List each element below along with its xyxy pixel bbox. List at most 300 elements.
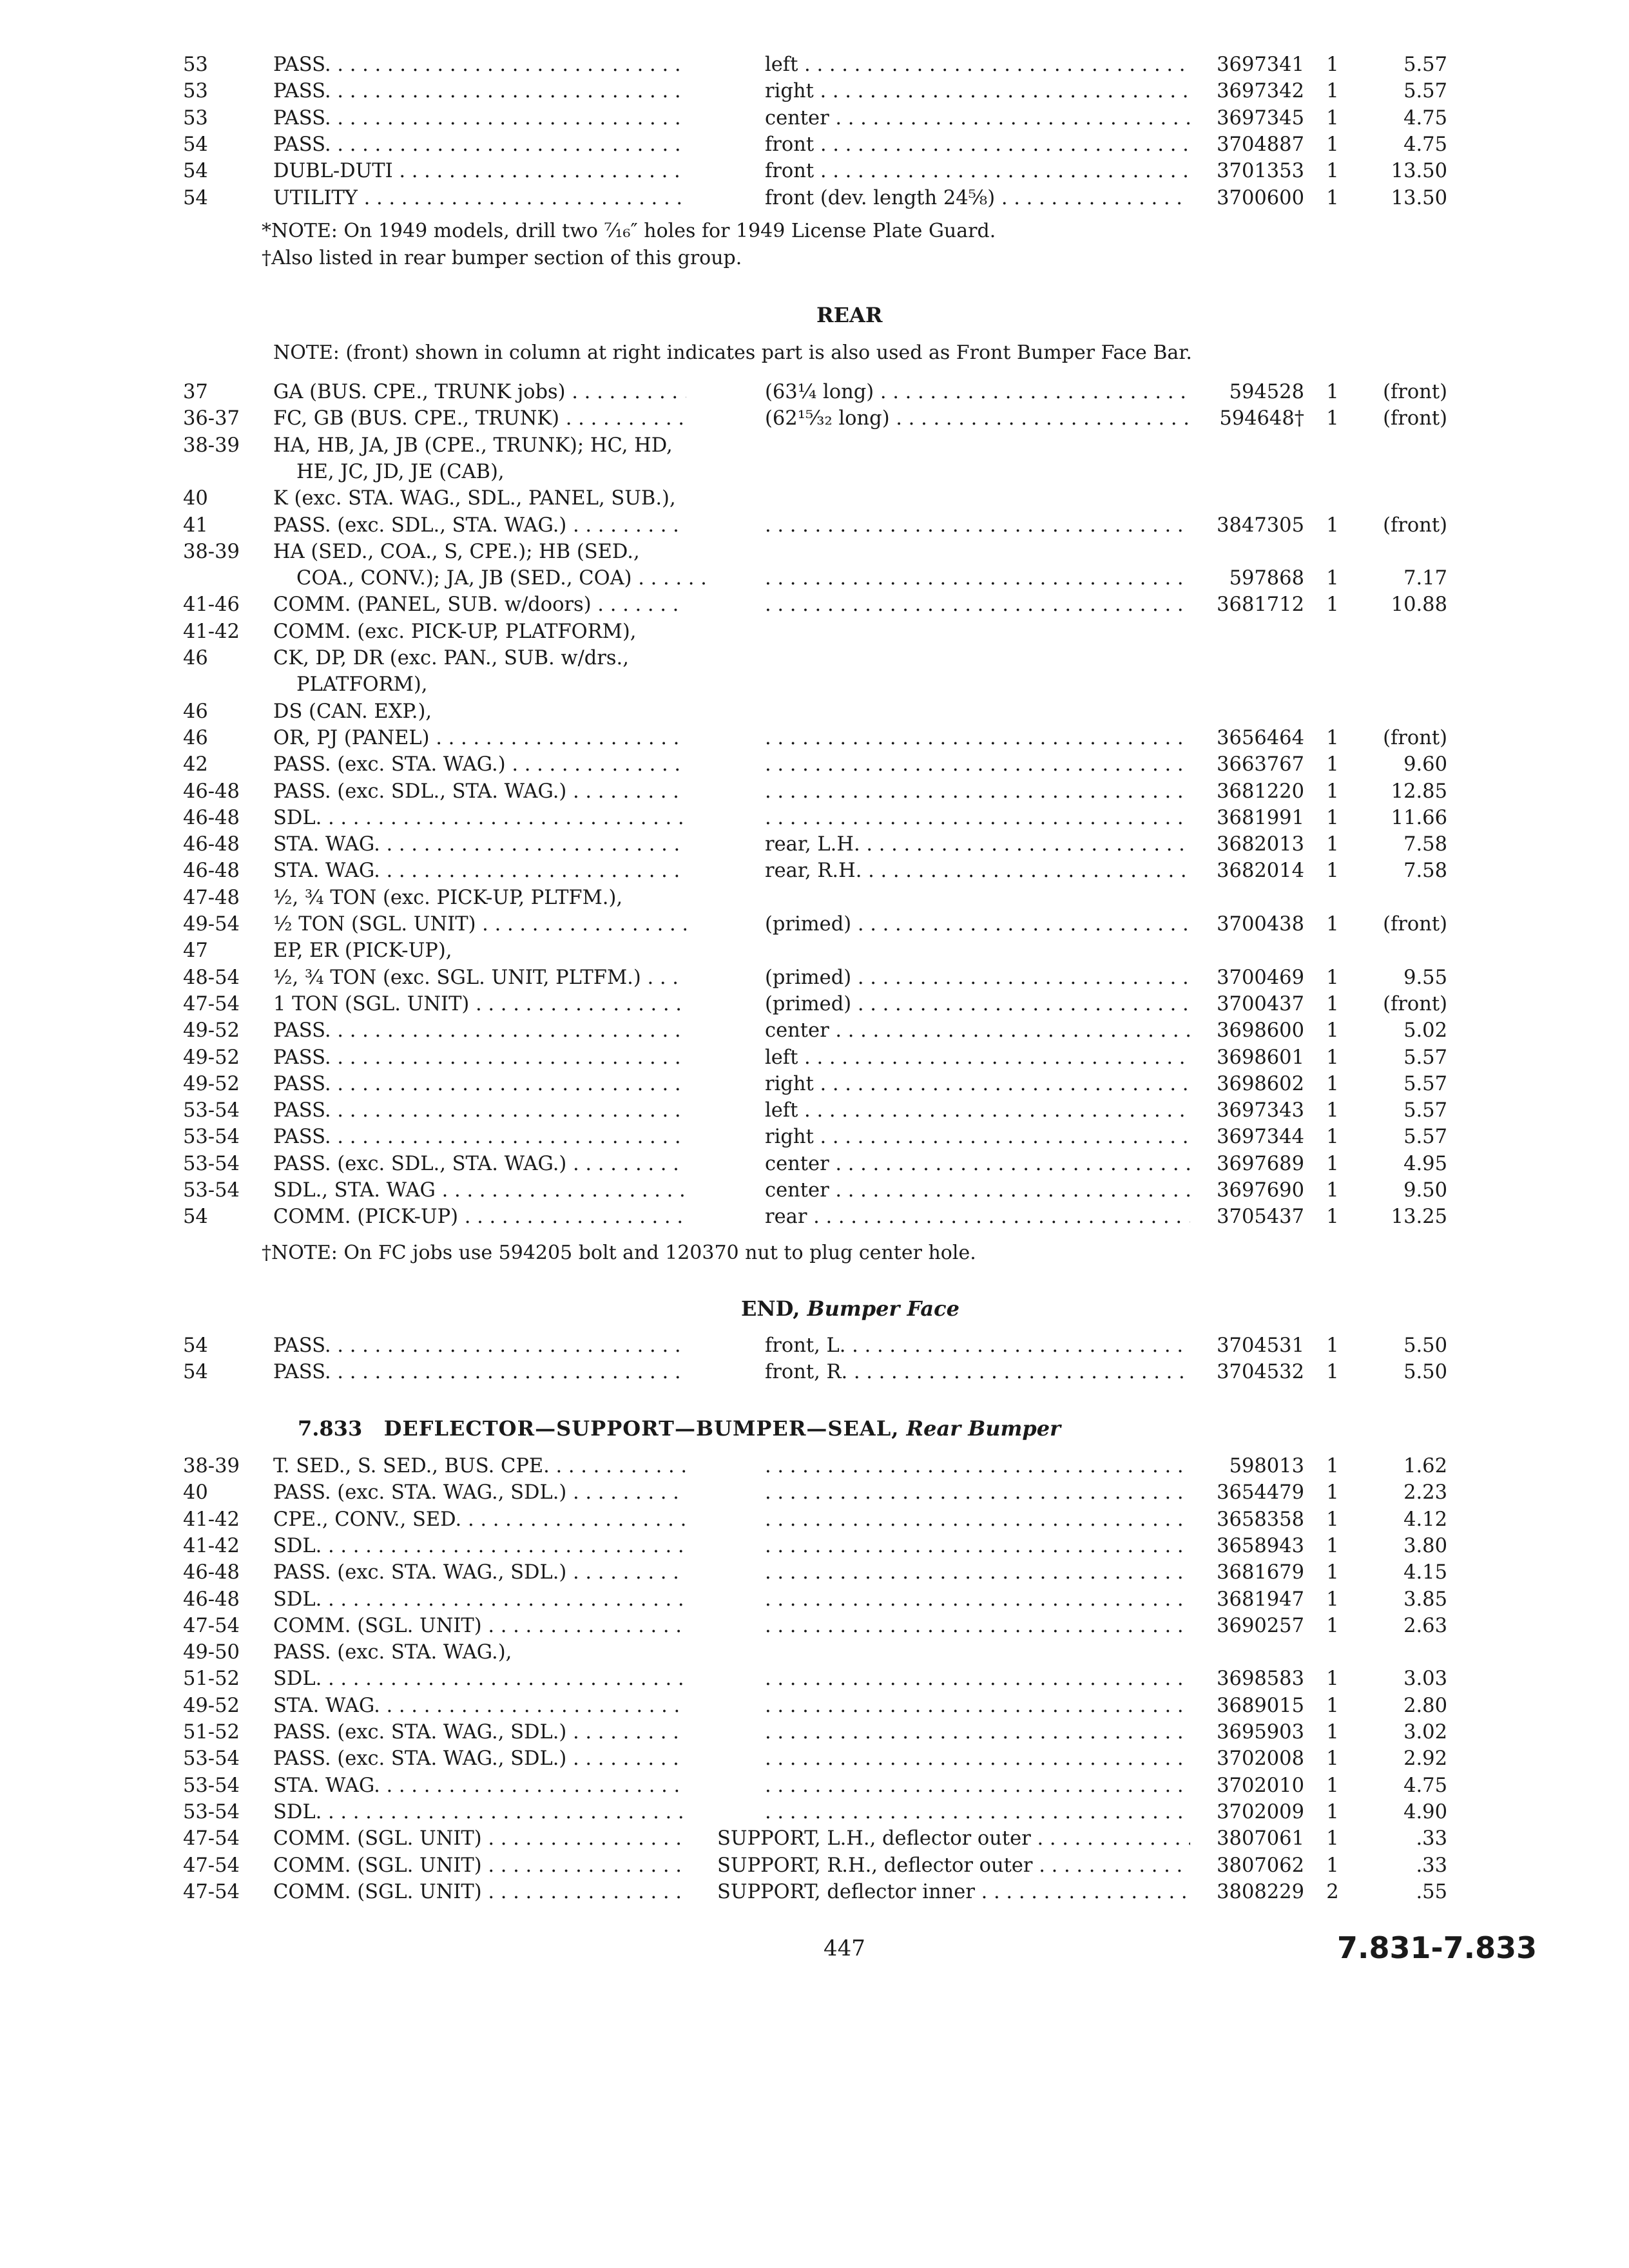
model-years: 51-52: [183, 1667, 240, 1691]
model-years: 49-52: [183, 1694, 240, 1717]
model-description: PASS. . . .: [273, 52, 686, 79]
model-years: 54: [183, 1361, 208, 1384]
list-price: 5.57: [1403, 1046, 1447, 1069]
model-description: ½, ¾ TON (exc. SGL. UNIT, PLTFM.) . . .: [273, 965, 686, 992]
part-number: 598013: [1229, 1455, 1304, 1477]
quantity: 1: [1326, 593, 1339, 617]
model-years: 49-52: [183, 1019, 240, 1043]
list-price: 5.02: [1403, 1019, 1447, 1043]
model-years: 38-39: [183, 540, 240, 563]
model-years: 47-54: [183, 1854, 240, 1877]
part-specification: front, R. . . .: [765, 1359, 1190, 1386]
parts-row: [0, 698, 1629, 726]
part-specification: [765, 1799, 1190, 1826]
part-specification: [765, 1559, 1190, 1586]
list-price: 3.02: [1403, 1721, 1447, 1744]
model-description: PASS. . . .: [273, 1124, 686, 1151]
model-years: 53-54: [183, 1179, 240, 1202]
model-years: 46-48: [183, 806, 240, 829]
part-specification: SUPPORT, L.H., deflector outer . . .: [717, 1825, 1190, 1852]
model-years: 46-48: [183, 1561, 240, 1584]
quantity: 1: [1326, 1694, 1339, 1717]
part-specification: front . . .: [765, 131, 1190, 159]
also-listed-note: †Also listed in rear bumper section of this group.: [262, 247, 742, 269]
parts-row: [0, 52, 1629, 79]
part-number: 3702009: [1217, 1800, 1304, 1823]
parts-row: [0, 1613, 1629, 1640]
list-price: 3.03: [1403, 1667, 1447, 1691]
fc-jobs-note: †NOTE: On FC jobs use 594205 bolt and 120370 nut to plug center hole.: [262, 1242, 976, 1264]
model-description: COA., CONV.); JA, JB (SED., COA) . . .: [296, 565, 709, 592]
part-number: 3682013: [1217, 833, 1304, 856]
quantity: 1: [1326, 80, 1339, 103]
part-number: 3697689: [1217, 1152, 1304, 1175]
model-description: SDL. . . .: [273, 805, 686, 832]
list-price: 4.95: [1403, 1152, 1447, 1175]
parts-row: [0, 751, 1629, 778]
quantity: 1: [1326, 1126, 1339, 1149]
quantity: 1: [1326, 1361, 1339, 1384]
part-number: 3697341: [1217, 53, 1304, 76]
list-price: 4.75: [1403, 133, 1447, 156]
page-number: 447: [824, 1936, 865, 1961]
part-specification: left . . .: [765, 52, 1190, 79]
model-description: PASS. . . .: [273, 1017, 686, 1044]
part-specification: [765, 1586, 1190, 1613]
list-price: 5.57: [1403, 1099, 1447, 1122]
model-years: 37: [183, 381, 208, 403]
model-years: 53-54: [183, 1747, 240, 1771]
model-years: 49-54: [183, 913, 240, 936]
parts-row: [0, 885, 1629, 912]
quantity: 1: [1326, 753, 1339, 776]
part-number: 3695903: [1217, 1721, 1304, 1744]
parts-row: [0, 1044, 1629, 1072]
parts-row: [0, 1666, 1629, 1693]
part-specification: center . . .: [765, 1177, 1190, 1204]
parts-row: [0, 591, 1629, 619]
list-price: (front): [1383, 407, 1447, 430]
model-years: 46-48: [183, 833, 240, 856]
list-price: .33: [1416, 1854, 1447, 1877]
list-price: .33: [1416, 1827, 1447, 1850]
part-specification: [765, 1533, 1190, 1560]
model-description: HE, JC, JD, JE (CAB),: [296, 460, 505, 483]
model-years: 47-54: [183, 1614, 240, 1637]
part-specification: [765, 512, 1190, 539]
part-number: 3807061: [1217, 1827, 1304, 1850]
end-bumper-face-heading: [741, 1296, 959, 1321]
deflector-heading: [298, 1416, 1061, 1441]
model-years: 47-48: [183, 886, 240, 909]
parts-row: [0, 1479, 1629, 1506]
list-price: 2.63: [1403, 1614, 1447, 1637]
model-years: 53-54: [183, 1774, 240, 1797]
parts-row: [0, 671, 1629, 698]
quantity: 1: [1326, 1019, 1339, 1043]
list-price: 5.57: [1403, 1072, 1447, 1095]
part-number: 3704531: [1217, 1334, 1304, 1357]
model-description: 1 TON (SGL. UNIT) . . .: [273, 991, 686, 1018]
model-years: 41-42: [183, 620, 240, 643]
quantity: 1: [1326, 1774, 1339, 1797]
model-years: 41-42: [183, 1534, 240, 1557]
quantity: 1: [1326, 1614, 1339, 1637]
part-specification: left . . .: [765, 1044, 1190, 1072]
model-years: 49-52: [183, 1072, 240, 1095]
parts-row: [0, 805, 1629, 832]
part-specification: (primed) . . .: [765, 911, 1190, 938]
list-price: (front): [1383, 381, 1447, 403]
part-number: 3682014: [1217, 860, 1304, 883]
model-years: 47-54: [183, 1827, 240, 1850]
quantity: 1: [1326, 1827, 1339, 1850]
part-specification: [765, 565, 1190, 592]
part-number: 3698602: [1217, 1072, 1304, 1095]
model-description: SDL. . . .: [273, 1586, 686, 1613]
part-number: 597868: [1229, 567, 1304, 590]
list-price: 13.25: [1391, 1206, 1447, 1229]
parts-row: [0, 1017, 1629, 1044]
model-years: 38-39: [183, 1455, 240, 1477]
list-price: (front): [1383, 514, 1447, 537]
list-price: 13.50: [1391, 160, 1447, 183]
model-description: K (exc. STA. WAG., SDL., PANEL, SUB.),: [273, 487, 676, 510]
model-description: STA. WAG. . . .: [273, 831, 686, 858]
model-years: 42: [183, 753, 208, 776]
list-price: 3.80: [1403, 1534, 1447, 1557]
part-number: 3663767: [1217, 753, 1304, 776]
deflector-heading-rest: Rear Bumper: [906, 1416, 1061, 1441]
parts-row: [0, 1773, 1629, 1800]
quantity: 1: [1326, 407, 1339, 430]
list-price: 7.17: [1403, 567, 1447, 590]
model-description: COMM. (SGL. UNIT) . . .: [273, 1825, 686, 1852]
part-number: 3658943: [1217, 1534, 1304, 1557]
list-price: 7.58: [1403, 833, 1447, 856]
parts-row: [0, 991, 1629, 1018]
list-price: 10.88: [1391, 593, 1447, 617]
list-price: 5.57: [1403, 1126, 1447, 1149]
quantity: 1: [1326, 966, 1339, 989]
model-years: 41-46: [183, 593, 240, 617]
list-price: 5.50: [1403, 1334, 1447, 1357]
quantity: 1: [1326, 1667, 1339, 1691]
parts-row: [0, 1506, 1629, 1533]
model-description: PASS. (exc. STA. WAG.) . . .: [273, 751, 686, 778]
model-years: 41: [183, 514, 208, 537]
part-specification: right . . .: [765, 1071, 1190, 1098]
quantity: 1: [1326, 780, 1339, 803]
list-price: 4.90: [1403, 1800, 1447, 1823]
model-description: COMM. (PICK-UP) . . .: [273, 1204, 686, 1231]
list-price: 4.75: [1403, 1774, 1447, 1797]
quantity: 1: [1326, 992, 1339, 1015]
list-price: 9.60: [1403, 753, 1447, 776]
quantity: 1: [1326, 186, 1339, 209]
part-number: 3654479: [1217, 1481, 1304, 1504]
model-years: 53: [183, 80, 208, 103]
parts-row: [0, 1639, 1629, 1666]
quantity: 1: [1326, 833, 1339, 856]
end-heading-rest: Bumper Face: [807, 1296, 959, 1321]
list-price: 5.57: [1403, 80, 1447, 103]
part-number: 3700437: [1217, 992, 1304, 1015]
part-number: 3847305: [1217, 514, 1304, 537]
quantity: 1: [1326, 1561, 1339, 1584]
parts-row: [0, 858, 1629, 885]
part-number: 3700600: [1217, 186, 1304, 209]
part-specification: [765, 591, 1190, 619]
list-price: 2.80: [1403, 1694, 1447, 1717]
parts-row: [0, 158, 1629, 185]
part-number: 3807062: [1217, 1854, 1304, 1877]
part-specification: [765, 1773, 1190, 1800]
parts-row: [0, 1453, 1629, 1480]
model-description: PASS. . . .: [273, 1071, 686, 1098]
list-price: 11.66: [1391, 806, 1447, 829]
part-specification: left . . .: [765, 1097, 1190, 1124]
part-specification: [765, 1506, 1190, 1533]
parts-row: [0, 1533, 1629, 1560]
quantity: 1: [1326, 106, 1339, 130]
parts-row: [0, 539, 1629, 566]
part-specification: rear, R.H. . . .: [765, 858, 1190, 885]
part-specification: rear, L.H. . . .: [765, 831, 1190, 858]
parts-row: [0, 78, 1629, 105]
parts-row: [0, 1204, 1629, 1231]
parts-row: [0, 379, 1629, 406]
parts-row: [0, 1799, 1629, 1826]
parts-row: [0, 1124, 1629, 1151]
model-description: PASS. . . .: [273, 1359, 686, 1386]
model-description: PASS. (exc. SDL., STA. WAG.) . . .: [273, 778, 686, 805]
list-price: 3.85: [1403, 1588, 1447, 1611]
model-description: PASS. . . .: [273, 1044, 686, 1072]
model-description: PASS. (exc. STA. WAG., SDL.) . . .: [273, 1479, 686, 1506]
part-number: 3689015: [1217, 1694, 1304, 1717]
model-description: PASS. (exc. STA. WAG., SDL.) . . .: [273, 1559, 686, 1586]
list-price: 9.50: [1403, 1179, 1447, 1202]
part-number: 3698601: [1217, 1046, 1304, 1069]
model-years: 46-48: [183, 860, 240, 883]
part-number: 3681679: [1217, 1561, 1304, 1584]
quantity: 1: [1326, 1152, 1339, 1175]
model-years: 47-54: [183, 1880, 240, 1903]
parts-row: [0, 565, 1629, 592]
model-description: PLATFORM),: [296, 673, 428, 697]
part-specification: SUPPORT, deflector inner . . .: [717, 1879, 1190, 1906]
list-price: 9.55: [1403, 966, 1447, 989]
part-specification: [765, 1613, 1190, 1640]
parts-row: [0, 105, 1629, 132]
model-description: CPE., CONV., SED. . . .: [273, 1506, 686, 1533]
model-description: SDL. . . .: [273, 1666, 686, 1693]
part-number: 3658358: [1217, 1508, 1304, 1531]
model-years: 49-52: [183, 1046, 240, 1069]
part-specification: right . . .: [765, 78, 1190, 105]
model-description: COMM. (SGL. UNIT) . . .: [273, 1879, 686, 1906]
part-specification: center . . .: [765, 1017, 1190, 1044]
part-specification: center . . .: [765, 1151, 1190, 1178]
model-description: STA. WAG. . . .: [273, 1693, 686, 1720]
quantity: 1: [1326, 567, 1339, 590]
parts-row: [0, 1586, 1629, 1613]
model-description: COMM. (SGL. UNIT) . . .: [273, 1852, 686, 1879]
model-years: 40: [183, 487, 208, 510]
parts-row: [0, 1332, 1629, 1360]
parts-row: [0, 1151, 1629, 1178]
list-price: 5.57: [1403, 53, 1447, 76]
license-plate-note: *NOTE: On 1949 models, drill two ⁷⁄₁₆″ holes for 1949 License Plate Guard.: [262, 220, 996, 242]
parts-row: [0, 1177, 1629, 1204]
list-price: 4.75: [1403, 106, 1447, 130]
model-description: PASS. . . .: [273, 1097, 686, 1124]
part-specification: [765, 1666, 1190, 1693]
part-number: 3681991: [1217, 806, 1304, 829]
quantity: 1: [1326, 53, 1339, 76]
parts-row: [0, 185, 1629, 212]
parts-row: [0, 725, 1629, 752]
part-number: 3656464: [1217, 726, 1304, 749]
model-years: 54: [183, 160, 208, 183]
quantity: 1: [1326, 806, 1339, 829]
part-specification: right . . .: [765, 1124, 1190, 1151]
part-number: 3697343: [1217, 1099, 1304, 1122]
part-number: 594528: [1229, 381, 1304, 403]
part-number: 3702008: [1217, 1747, 1304, 1771]
model-description: SDL., STA. WAG . . .: [273, 1177, 686, 1204]
model-description: COMM. (PANEL, SUB. w/doors) . . .: [273, 591, 686, 619]
model-description: ½, ¾ TON (exc. PICK-UP, PLTFM.),: [273, 886, 623, 909]
model-years: 51-52: [183, 1721, 240, 1744]
model-description: EP, ER (PICK-UP),: [273, 939, 452, 963]
part-number: 3697342: [1217, 80, 1304, 103]
model-years: 36-37: [183, 407, 240, 430]
part-number: 3700469: [1217, 966, 1304, 989]
quantity: 1: [1326, 1099, 1339, 1122]
model-description: ½ TON (SGL. UNIT) . . .: [273, 911, 686, 938]
model-description: OR, PJ (PANEL) . . .: [273, 725, 686, 752]
model-years: 41-42: [183, 1508, 240, 1531]
parts-row: [0, 778, 1629, 805]
part-number: 3700438: [1217, 913, 1304, 936]
model-years: 48-54: [183, 966, 240, 989]
parts-row: [0, 432, 1629, 459]
model-years: 46: [183, 726, 208, 749]
model-description: CK, DP, DR (exc. PAN., SUB. w/drs.,: [273, 647, 629, 669]
part-number: 3698583: [1217, 1667, 1304, 1691]
model-years: 54: [183, 186, 208, 209]
model-description: PASS. . . .: [273, 78, 686, 105]
model-description: HA, HB, JA, JB (CPE., TRUNK); HC, HD,: [273, 434, 673, 457]
quantity: 1: [1326, 160, 1339, 183]
part-specification: front . . .: [765, 158, 1190, 185]
model-description: PASS. . . .: [273, 105, 686, 132]
parts-row: [0, 512, 1629, 539]
quantity: 1: [1326, 133, 1339, 156]
model-description: FC, GB (BUS. CPE., TRUNK) . . .: [273, 405, 686, 432]
model-description: COMM. (exc. PICK-UP, PLATFORM),: [273, 620, 637, 643]
parts-row: [0, 911, 1629, 938]
part-specification: [765, 1693, 1190, 1720]
part-specification: (63¼ long) . . .: [765, 379, 1190, 406]
model-description: DUBL-DUTI . . .: [273, 158, 686, 185]
part-specification: (62¹⁵⁄₃₂ long) . . .: [765, 405, 1190, 432]
list-price: 4.12: [1403, 1508, 1447, 1531]
part-number: 3697690: [1217, 1179, 1304, 1202]
quantity: 1: [1326, 1046, 1339, 1069]
parts-row: [0, 1825, 1629, 1852]
quantity: 1: [1326, 1455, 1339, 1477]
model-description: PASS. (exc. STA. WAG.),: [273, 1641, 512, 1664]
parts-row: [0, 619, 1629, 646]
part-number: 3704887: [1217, 133, 1304, 156]
part-specification: [765, 805, 1190, 832]
model-description: HA (SED., COA., S, CPE.); HB (SED.,: [273, 540, 640, 563]
list-price: 4.15: [1403, 1561, 1447, 1584]
list-price: 1.62: [1403, 1455, 1447, 1477]
part-specification: [765, 725, 1190, 752]
quantity: 1: [1326, 1588, 1339, 1611]
quantity: 1: [1326, 1072, 1339, 1095]
model-description: PASS. . . .: [273, 1332, 686, 1360]
quantity: 1: [1326, 1334, 1339, 1357]
model-years: 49-50: [183, 1641, 240, 1664]
parts-row: [0, 1693, 1629, 1720]
part-number: 3681712: [1217, 593, 1304, 617]
model-description: PASS. (exc. STA. WAG., SDL.) . . .: [273, 1745, 686, 1773]
parts-row: [0, 131, 1629, 159]
parts-row: [0, 645, 1629, 672]
part-number: 3690257: [1217, 1614, 1304, 1637]
model-description: DS (CAN. EXP.),: [273, 700, 432, 723]
part-number: 3681947: [1217, 1588, 1304, 1611]
deflector-heading-number: 7.833: [298, 1416, 363, 1441]
parts-row: [0, 485, 1629, 512]
parts-row: [0, 405, 1629, 432]
parts-row: [0, 1359, 1629, 1386]
quantity: 2: [1326, 1880, 1339, 1903]
list-price: 12.85: [1391, 780, 1447, 803]
quantity: 1: [1326, 913, 1339, 936]
part-specification: SUPPORT, R.H., deflector outer . . .: [717, 1852, 1190, 1879]
parts-row: [0, 937, 1629, 965]
deflector-heading-title: DEFLECTOR—SUPPORT—BUMPER—SEAL,: [383, 1416, 900, 1441]
model-description: PASS. . . .: [273, 131, 686, 159]
part-number: 3681220: [1217, 780, 1304, 803]
list-price: .55: [1416, 1880, 1447, 1903]
quantity: 1: [1326, 1854, 1339, 1877]
model-years: 53-54: [183, 1126, 240, 1149]
model-description: T. SED., S. SED., BUS. CPE. . . .: [273, 1453, 686, 1480]
model-years: 46: [183, 700, 208, 723]
list-price: 2.92: [1403, 1747, 1447, 1771]
parts-row: [0, 1097, 1629, 1124]
part-specification: front (dev. length 24⅝) . . .: [765, 185, 1190, 212]
quantity: 1: [1326, 514, 1339, 537]
part-specification: front, L. . . .: [765, 1332, 1190, 1360]
part-number: 3702010: [1217, 1774, 1304, 1797]
model-description: GA (BUS. CPE., TRUNK jobs) . . .: [273, 379, 686, 406]
parts-row: [0, 1745, 1629, 1773]
part-specification: [765, 1719, 1190, 1746]
list-price: (front): [1383, 992, 1447, 1015]
parts-row: [0, 831, 1629, 858]
part-number: 3698600: [1217, 1019, 1304, 1043]
quantity: 1: [1326, 1179, 1339, 1202]
model-description: SDL. . . .: [273, 1799, 686, 1826]
